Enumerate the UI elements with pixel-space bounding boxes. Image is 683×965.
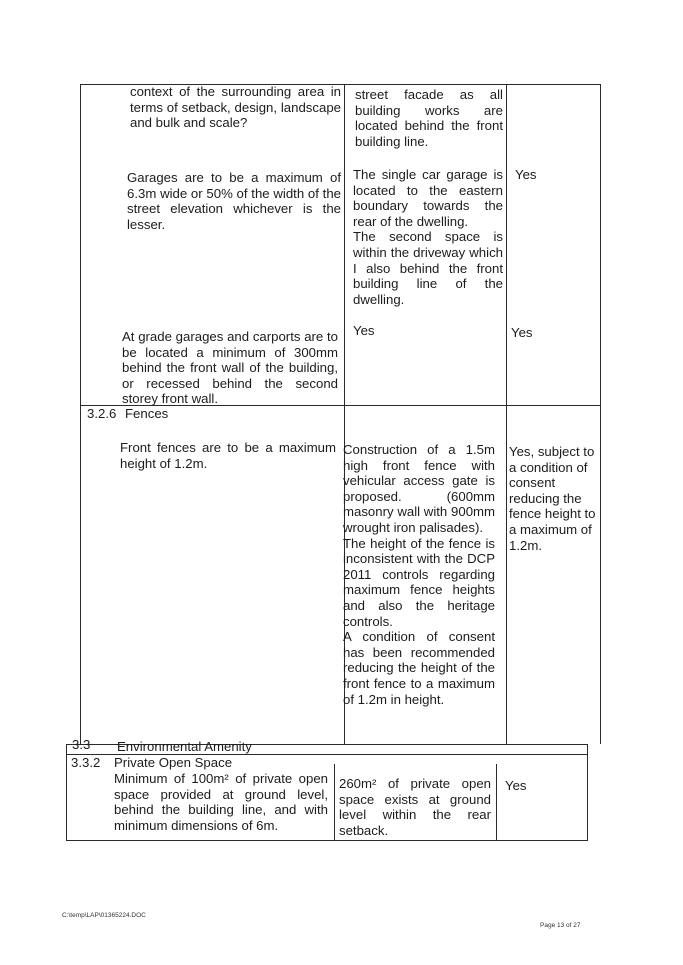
row-1-proposal: street facade as all building works are located behind the front building line. xyxy=(355,87,503,149)
section-3-2-6-number: 3.2.6 xyxy=(87,406,117,421)
section-3-2-6-title: Fences xyxy=(125,406,169,421)
table-border-right xyxy=(600,84,601,744)
section-3-3-number: 3.3 xyxy=(72,737,91,752)
section-3-3-2-number: 3.3.2 xyxy=(71,755,101,770)
table2-column-divider-2 xyxy=(496,764,497,841)
row-2-control: Garages are to be a maximum of 6.3m wide or 50% of the width of the street elevation whichever is the lesser. xyxy=(127,170,341,232)
column-divider-2 xyxy=(506,84,507,744)
pos-complies: Yes xyxy=(505,778,527,793)
table-border-bottom xyxy=(66,840,588,841)
table2-column-divider-1 xyxy=(334,764,335,841)
table2-border-right xyxy=(587,744,588,841)
footer-file-path: C:\temp\LAP\01365224.DOC xyxy=(62,912,146,919)
table-border-left xyxy=(80,84,81,744)
row-2-complies: Yes xyxy=(515,167,537,182)
row-3-control: At grade garages and carports are to be located a minimum of 300mm behind the front wall of the building, or recessed behind the second storey front wall. xyxy=(122,329,338,407)
pos-proposal: 260m² of private open space exists at ground level within the rear setback. xyxy=(339,776,491,838)
fences-control: Front fences are to be a maximum height of 1.2m. xyxy=(120,440,336,471)
section-3-3-title: Environmental Amenity xyxy=(117,739,252,754)
row-3-proposal: Yes xyxy=(353,323,375,338)
row-1-control: context of the surrounding area in terms of setback, design, landscape and bulk and scale? xyxy=(130,84,341,131)
fences-complies: Yes, subject to a condition of consent reducing the fence height to a maximum of 1.2m. xyxy=(509,444,596,553)
section-3-3-2-title: Private Open Space xyxy=(114,755,233,770)
table2-border-left xyxy=(66,744,67,841)
row-2-proposal: The single car garage is located to the eastern boundary towards the rear of the dwelling. The second space is within the driveway which I also behind the front building line of the dwelling. xyxy=(353,167,503,307)
fences-proposal: Construction of a 1.5m high front fence with vehicular access gate is proposed. (600mm masonry wall with 900mm wrought iron palisades). The height of the fence is inconsistent with the DCP 2011 controls regarding maximum fence heights and also the heritage controls. A condition of consent has been recommended reducing the height of the front fence to a maximum of 1.2m in height. xyxy=(343,442,495,707)
footer-page-number: Page 13 of 27 xyxy=(540,922,581,929)
row-3-complies: Yes xyxy=(511,325,533,340)
pos-control: Minimum of 100m² of private open space provided at ground level, behind the building line, and with minimum dimensions of 6m. xyxy=(114,771,328,833)
